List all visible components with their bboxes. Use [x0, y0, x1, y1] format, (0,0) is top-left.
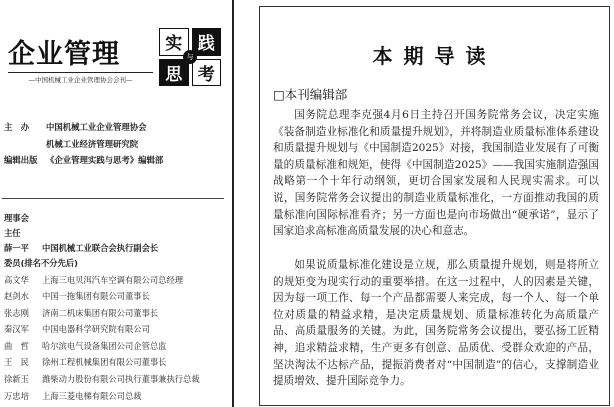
member-title: 哈尔滨电气设备集团公司企管总监 [42, 341, 167, 351]
board-member [4, 390, 142, 402]
sponsor-label: 主 办 [4, 122, 30, 132]
journal-logo [2, 28, 226, 90]
logo-subtitle: —中国机械工业企业管理协会会刊— [8, 72, 153, 84]
editorial-box [259, 6, 610, 406]
member-title: 潍柴动力股份有限公司执行董事兼执行总裁 [42, 374, 200, 384]
board-member [4, 373, 200, 385]
member-name: 高文华 [4, 275, 29, 285]
board-heading: 理事会 [4, 213, 29, 223]
member-name: 张志刚 [4, 308, 29, 318]
logo-title: 企业管理 [8, 39, 120, 70]
member-title: 中国一拖集团有限公司董事长 [42, 291, 150, 301]
board-member [4, 323, 150, 335]
publisher-label: 编辑出版 [4, 155, 38, 165]
member-name: 万忠培 [4, 391, 29, 401]
board-members-label: 委员(排名不分先后) [4, 258, 78, 268]
section-heading: □本刊编辑部 [273, 87, 348, 102]
sponsor-org-1: 中国机械工业企业管理协会 [46, 122, 147, 132]
board-member [4, 356, 166, 368]
member-title: 徐州工程机械集团有限公司董事长 [42, 357, 167, 367]
member-title: 上海三菱电梯有限公司总裁 [42, 391, 142, 401]
divider [2, 198, 224, 199]
member-name: 曲 哲 [4, 341, 29, 351]
member-name: 徐新玉 [4, 374, 29, 384]
member-title: 上海三电贝洱汽车空调有限公司总经理 [42, 275, 184, 285]
logo-char-yu: 与 [183, 50, 197, 64]
board-member [4, 290, 150, 302]
logo-char-si: 思 [159, 59, 189, 87]
paragraph: 国务院总理李克强4月6日主持召开国务院常务会议，决定实施《装备制造业标准化和质量提升规划》，并将制造业质量标准体系建设和质量提升规划与《中国制造2025》对接，我国制造业发展有了可衡量的质量标准和规矩，使得《中国制造2025》——我国实施制造强国战略第一个十年行动纲领，更切合国家发展和人民现实需求。可以说，国务院常务会议提出的制造业质量标准化，一方面推动我国的质量标准向国际标准看齐；另一方面也是向市场做出“硬承诺”，显示了国家追求高标准高质量发展的决心和意志。 [273, 109, 599, 238]
board-chair-label: 主任 [4, 228, 21, 238]
sponsor-org-2: 机械工业经济管理研究院 [46, 139, 139, 149]
member-name: 秦汉军 [4, 324, 29, 334]
member-title: 中国电器科学研究院有限公司 [42, 324, 150, 334]
board-chair [4, 242, 158, 254]
publisher-name: 《企业管理实践与思考》编辑部 [46, 155, 164, 165]
page-title: 本期导读 [372, 44, 497, 68]
logo-char-kao: 考 [192, 59, 222, 87]
column-divider [232, 0, 234, 407]
logo-char-shi: 实 [159, 28, 189, 56]
board-member [4, 307, 158, 319]
board-member [4, 274, 183, 286]
chair-title: 中国机械工业联合会执行副会长 [42, 243, 159, 253]
board-member [4, 340, 166, 352]
member-name: 王 民 [4, 357, 29, 367]
member-name: 赵剑水 [4, 291, 29, 301]
chair-name: 薛一平 [4, 243, 29, 253]
masthead-column [0, 0, 226, 407]
logo-char-jian: 践 [192, 28, 222, 56]
paragraph: 如果说质量标准化建设是立规，那么质量提升规划，则是将所立的规矩变为现实行动的重要举措。在这一过程中，人的因素是关键，因为每一项工作、每一个产品都需要人来完成，每一个人、每一个单位对质量的精益求精，是决定质量规划、质量标准转化为高质量产品、高质量服务的关键。为此，国务院常务会议提出，要弘扬工匠精神，追求精益求精，生产更多有创意、品质优、受群众欢迎的产品，坚决淘汰不达标产品，提振消费者对“中国制造”的信心，支撑制造业提质增效、提升国际竞争力。 [273, 259, 599, 388]
member-title: 济南二机床集团有限公司董事长 [42, 308, 159, 318]
